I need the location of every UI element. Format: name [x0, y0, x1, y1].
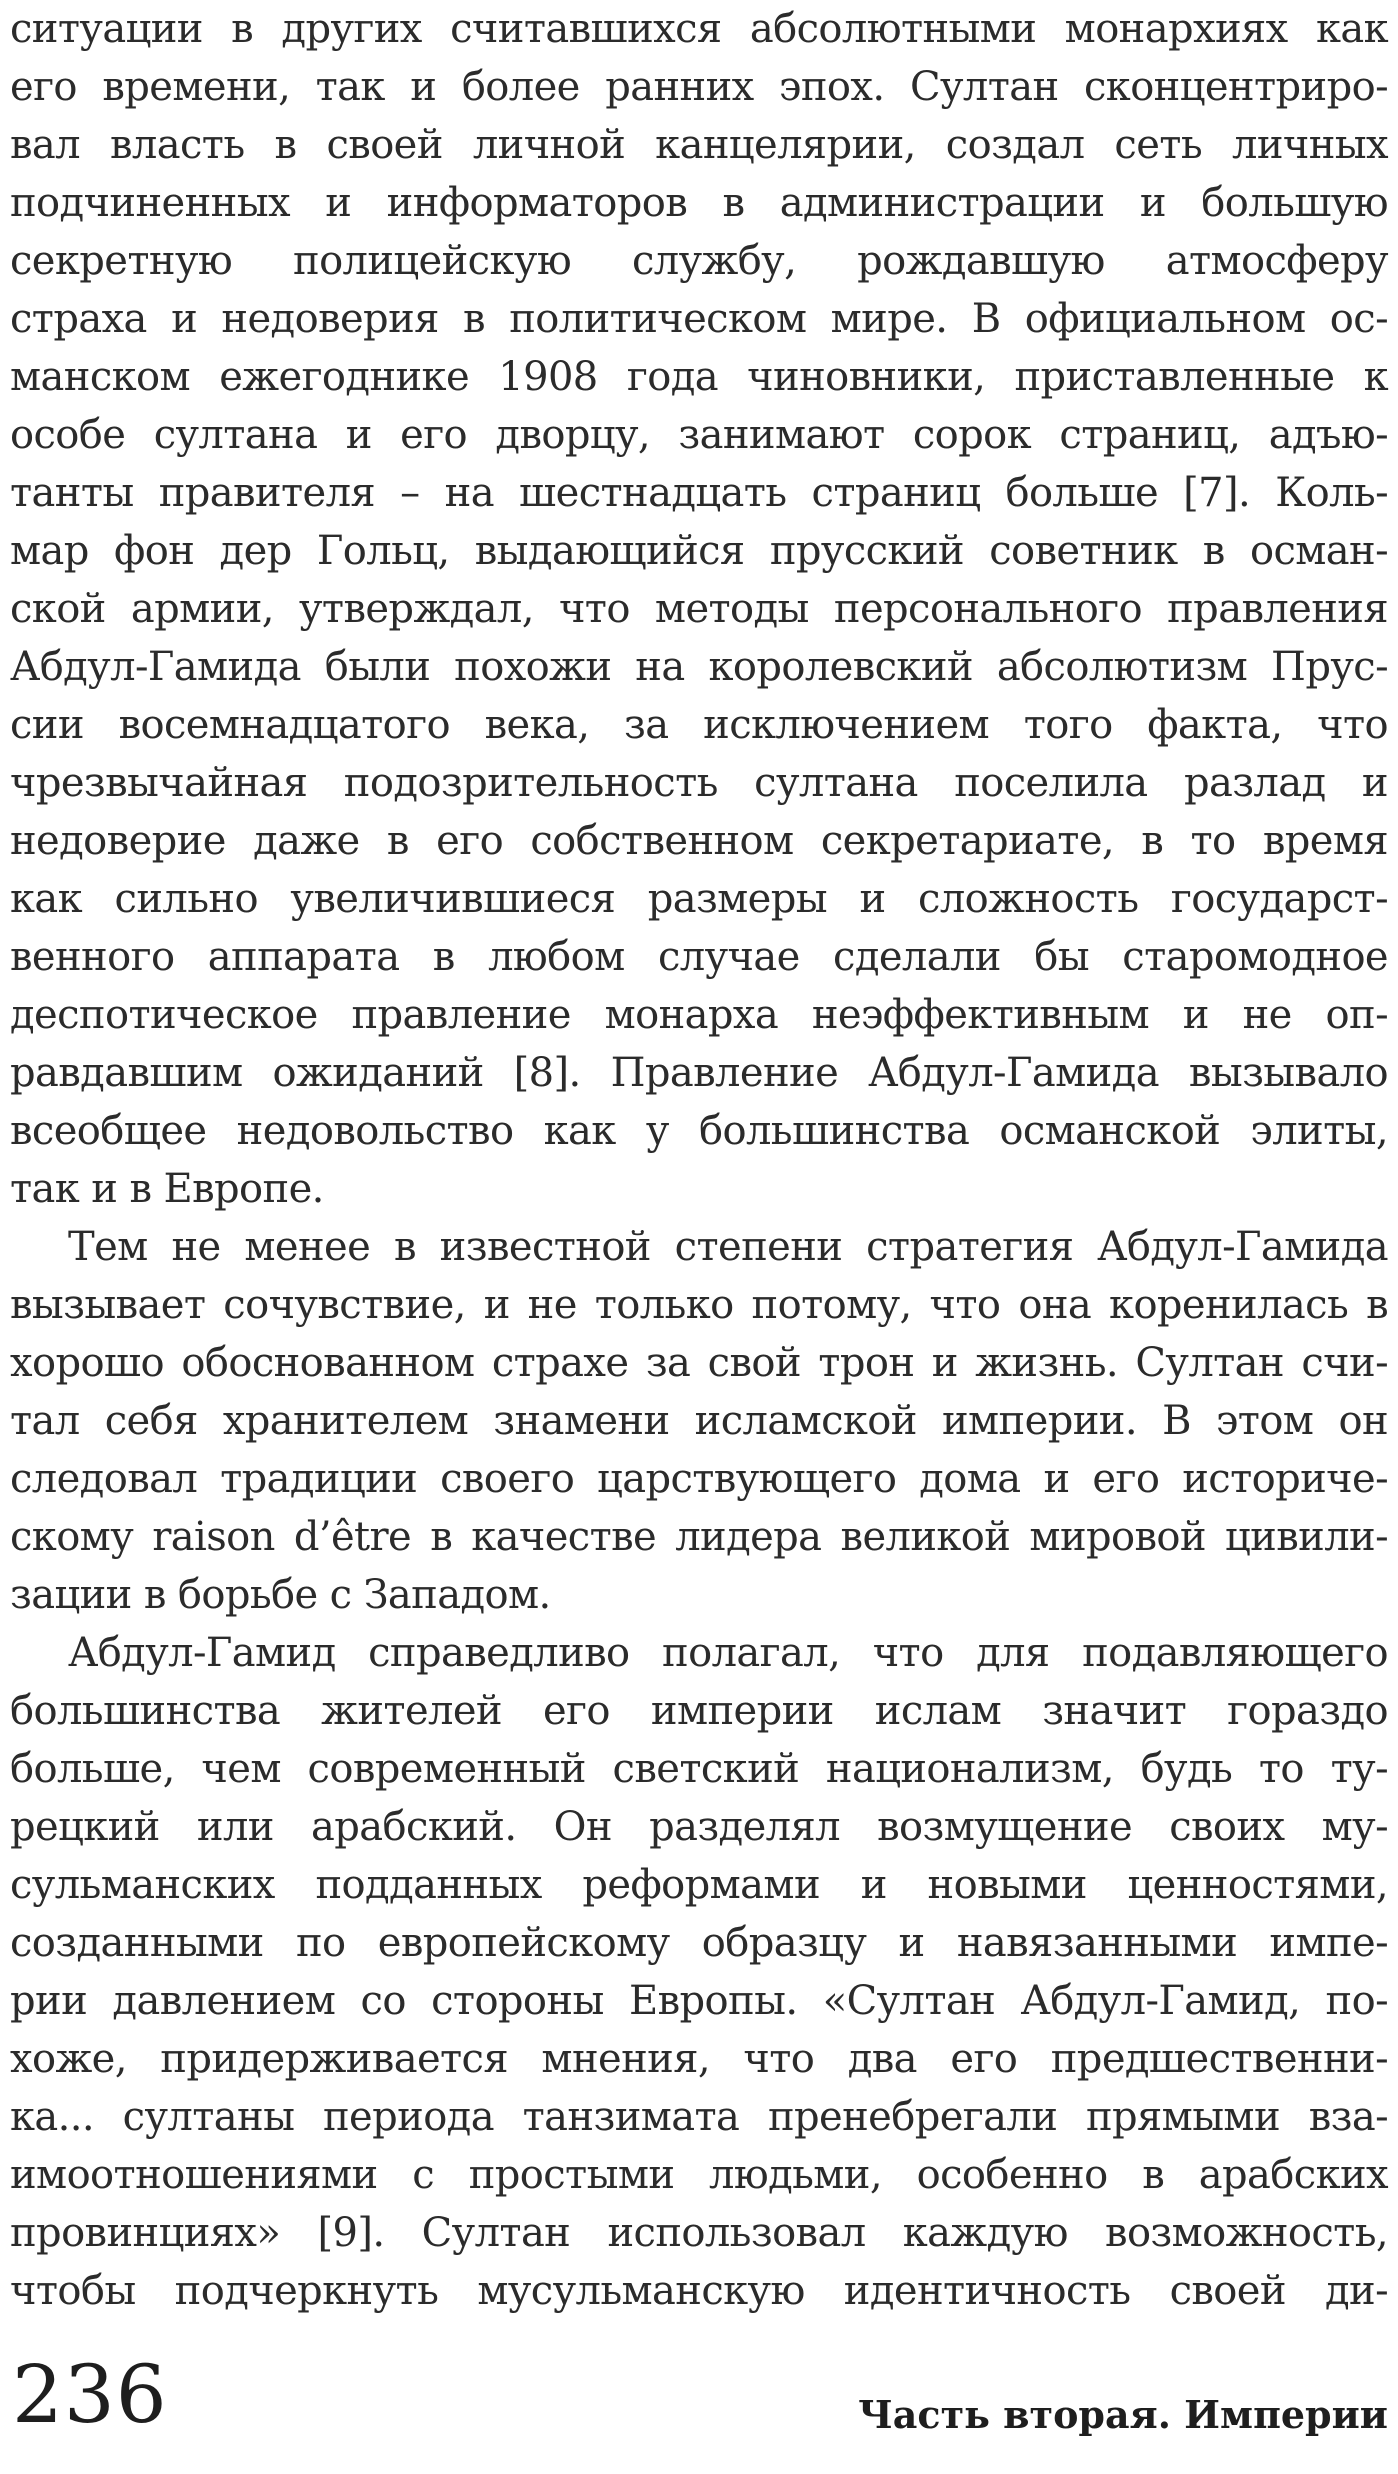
body-text	[10, 0, 1388, 2320]
text-line: особе султана и его дворцу, занимают сорок страниц, адъю-	[10, 412, 1388, 458]
text-line: мар фон дер Гольц, выдающийся прусский советник в осман-	[10, 528, 1388, 574]
text-line: чтобы подчеркнуть мусульманскую идентичность своей ди-	[10, 2268, 1388, 2314]
text-line: его времени, так и более ранних эпох. Султан сконцентриро-	[10, 64, 1388, 110]
text-line: как сильно увеличившиеся размеры и сложность государст-	[10, 876, 1388, 922]
text-line: рии давлением со стороны Европы. «Султан Абдул-Гамид, по-	[10, 1978, 1388, 2024]
text-line: больше, чем современный светский национализм, будь то ту-	[10, 1746, 1388, 1792]
text-line: манском ежегоднике 1908 года чиновники, приставленные к	[10, 354, 1388, 400]
text-line: тал себя хранителем знамени исламской империи. В этом он	[10, 1398, 1388, 1444]
paragraph-start-line: Абдул-Гамид справедливо полагал, что для подавляющего	[68, 1630, 1388, 1676]
text-line: рецкий или арабский. Он разделял возмущение своих му-	[10, 1804, 1388, 1850]
text-line: равдавшим ожиданий [8]. Правление Абдул-Гамида вызывало	[10, 1050, 1388, 1096]
text-line: большинства жителей его империи ислам значит гораздо	[10, 1688, 1388, 1734]
text-line: танты правителя – на шестнадцать страниц больше [7]. Коль-	[10, 470, 1388, 516]
text-line: недоверие даже в его собственном секретариате, в то время	[10, 818, 1388, 864]
text-line: венного аппарата в любом случае сделали бы старомодное	[10, 934, 1388, 980]
text-line: подчиненных и информаторов в администрации и большую	[10, 180, 1388, 226]
text-line: так и в Европе.	[10, 1166, 324, 1212]
text-line: чрезвычайная подозрительность султана поселила разлад и	[10, 760, 1388, 806]
running-footer-title: Часть вторая. Империи	[858, 2392, 1388, 2437]
text-line: зации в борьбе с Западом.	[10, 1572, 551, 1618]
text-line: хоже, придерживается мнения, что два его предшественни-	[10, 2036, 1388, 2082]
text-line: деспотическое правление монарха неэффективным и не оп-	[10, 992, 1388, 1038]
text-line: всеобщее недовольство как у большинства османской элиты,	[10, 1108, 1388, 1154]
text-line: вал власть в своей личной канцелярии, создал сеть личных	[10, 122, 1388, 168]
text-line: ситуации в других считавшихся абсолютными монархиях как	[10, 6, 1388, 52]
text-line: скому raison d’être в качестве лидера великой мировой цивили-	[10, 1514, 1388, 1560]
text-line: провинциях» [9]. Султан использовал каждую возможность,	[10, 2210, 1388, 2256]
text-line: сии восемнадцатого века, за исключением того факта, что	[10, 702, 1388, 748]
paragraph-start-line: Тем не менее в известной степени стратегия Абдул-Гамида	[68, 1224, 1388, 1270]
text-line: Абдул-Гамида были похожи на королевский абсолютизм Прус-	[10, 644, 1388, 690]
text-line: страха и недоверия в политическом мире. В официальном ос-	[10, 296, 1388, 342]
text-line: хорошо обоснованном страхе за свой трон и жизнь. Султан счи-	[10, 1340, 1388, 1386]
text-line: созданными по европейскому образцу и навязанными импе-	[10, 1920, 1388, 1966]
page-number: 236	[12, 2348, 168, 2441]
text-line: следовал традиции своего царствующего дома и его историче-	[10, 1456, 1388, 1502]
text-line: ка... султаны периода танзимата пренебрегали прямыми вза-	[10, 2094, 1388, 2140]
text-line: секретную полицейскую службу, рождавшую атмосферу	[10, 238, 1388, 284]
text-line: сульманских подданных реформами и новыми ценностями,	[10, 1862, 1388, 1908]
text-line: вызывает сочувствие, и не только потому, что она коренилась в	[10, 1282, 1388, 1328]
text-line: имоотношениями с простыми людьми, особенно в арабских	[10, 2152, 1388, 2198]
text-line: ской армии, утверждал, что методы персонального правления	[10, 586, 1388, 632]
